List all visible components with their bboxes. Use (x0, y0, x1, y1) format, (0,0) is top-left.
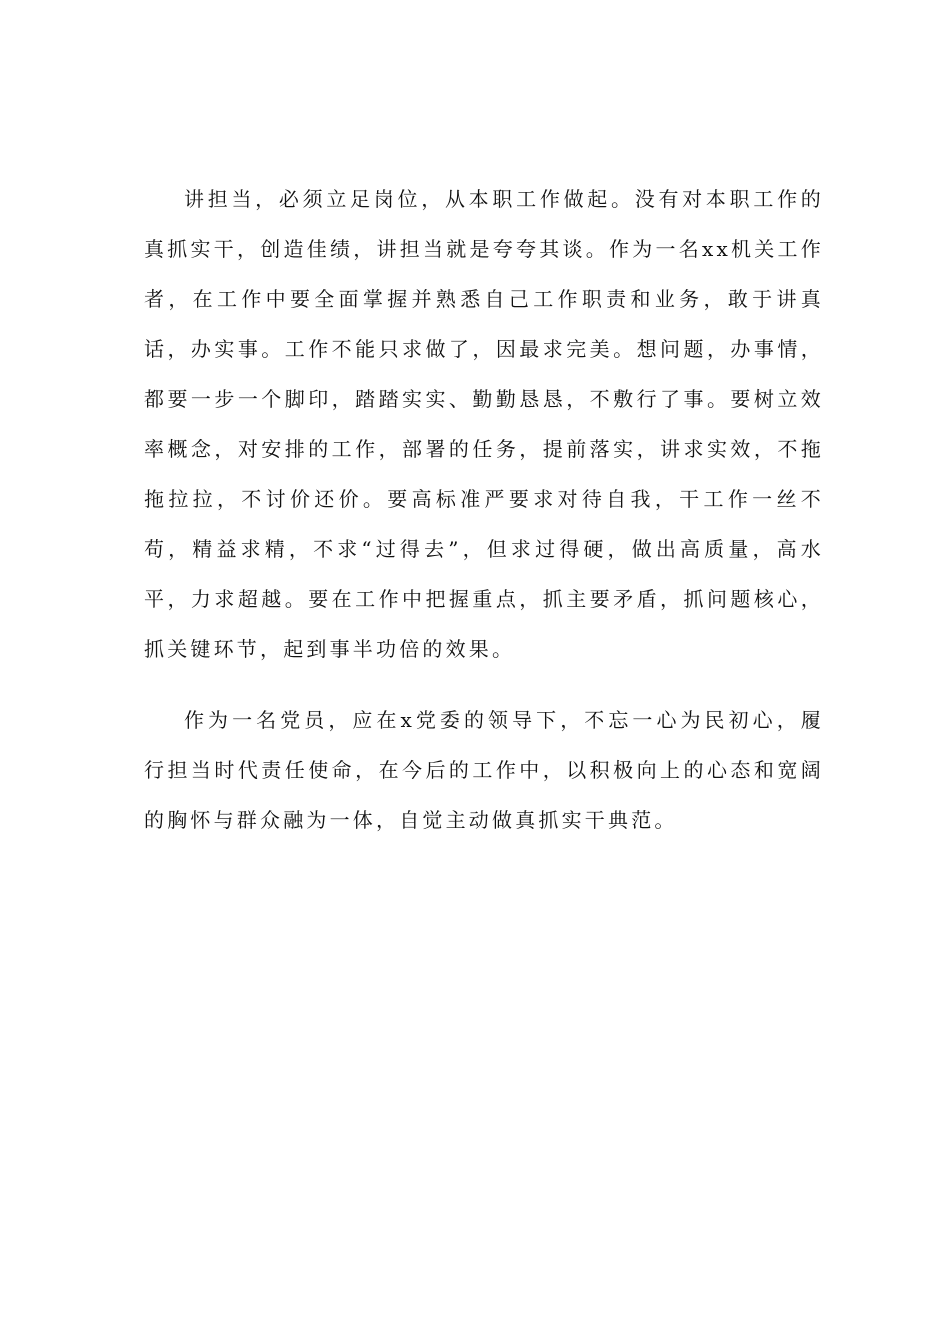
body-paragraph-1: 讲担当，必须立足岗位，从本职工作做起。没有对本职工作的真抓实干，创造佳绩，讲担当就是夸夸其谈。作为一名xx机关工作者，在工作中要全面掌握并熟悉自己工作职责和业务，敢于讲真话，办实事。工作不能只求做了，因最求完美。想问题，办事情，都要一步一个脚印，踏踏实实、勤勤恳恳，不敷行了事。要树立效率概念，对安排的工作，部署的任务，提前落实，讲求实效，不拖拖拉拉，不讨价还价。要高标准严要求对待自我，干工作一丝不苟，精益求精，不求“过得去”，但求过得硬，做出高质量，高水平，力求超越。要在工作中把握重点，抓主要矛盾，抓问题核心，抓关键环节，起到事半功倍的效果。 (144, 187, 824, 661)
body-paragraph-2: 作为一名党员，应在x党委的领导下，不忘一心为民初心，履行担当时代责任使命，在今后的工作中，以积极向上的心态和宽阔的胸怀与群众融为一体，自觉主动做真抓实干典范。 (144, 708, 824, 832)
